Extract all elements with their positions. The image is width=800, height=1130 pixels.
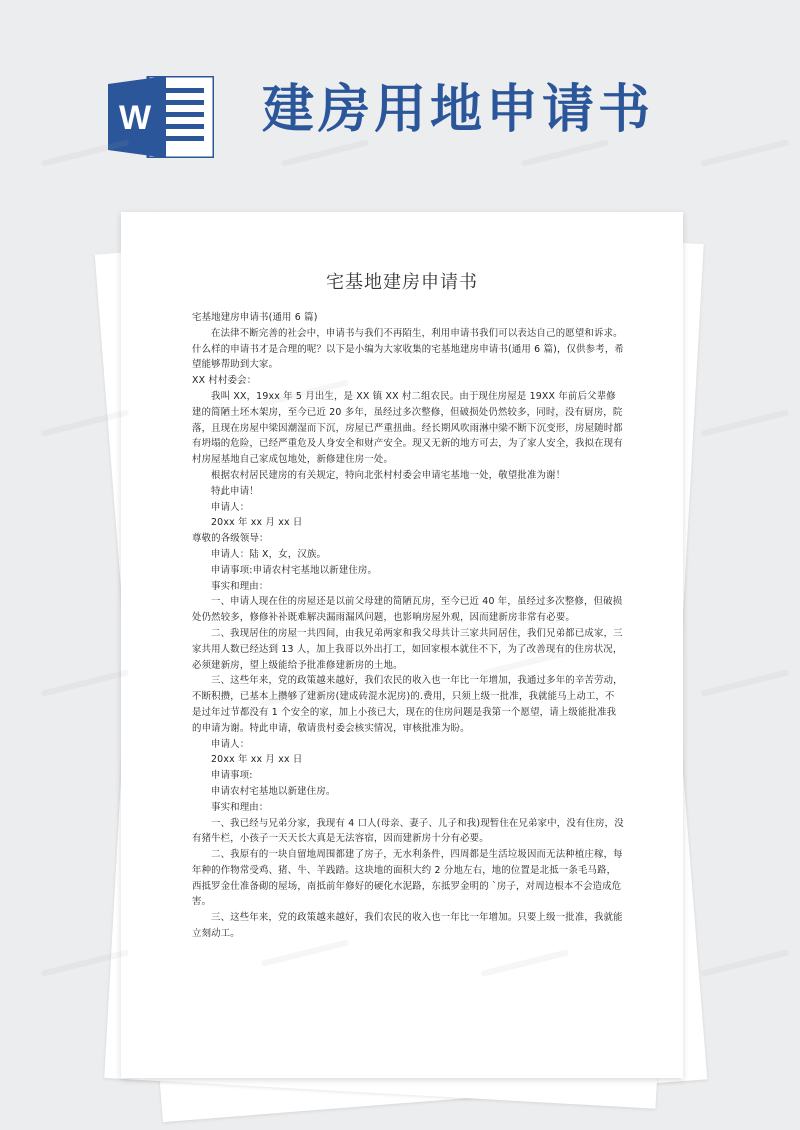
document-paragraph: 申请人：陆 X，女，汉族。 (211, 548, 327, 560)
document-body (192, 310, 624, 942)
document-paragraph: XX 村村委会： (192, 375, 257, 387)
document-paragraph: 宅基地建房申请书(通用 6 篇) (192, 312, 318, 323)
document-paragraph: 二、我现居住的房屋一共四间，由我兄弟两家和我父母共计三家共同居住，我们兄弟都已成家，三家共用人数已经达到 13 人，加上我哥以外出打工，如回家根本就住不下，为了改善现有的住房状况，必须建新房，望上级能给予批准修建新房的土地。 (192, 627, 623, 671)
watermark-mark (41, 669, 130, 697)
document-paragraph: 二、我原有的一块自留地周围都建了房子，无水利条件，四周都是生活垃圾因而无法种植庄稼，每年种的作物常受鸡、猪、牛、羊践踏。这块地的面积大约 2 分地左右，地的位置是北抵一条毛马路，西抵罗金仕准备砌的屋场，南抵前年修好的硬化水泥路，东抵罗金明的 `房子，对周边根本不会造成危害。 (192, 849, 623, 908)
document-paragraph: 申请事项: (211, 770, 253, 782)
word-icon-letter: W (118, 99, 152, 137)
document-paragraph: 三、这些年来，党的政策越来越好，我们农民的收入也一年比一年增加。只要上级一批准，我就能立刻动工。 (192, 912, 623, 940)
document-paragraph: 三、这些年来，党的政策越来越好，我们农民的收入也一年比一年增加，我通过多年的辛苦劳动，不断积攒，已基本上攒够了建新房(建成砖混水泥房)的.费用，只须上级一批准，我就能马上动工，不是过年过节都没有 1 个安全的家，加上小孩已大，现在的住房问题是我第一个愿望，请上级能批准我的申请为谢。特此申请，敬请贵村委会核实情况，审核批准为盼。 (192, 675, 623, 734)
document-paragraph: 尊敬的各级领导： (192, 533, 269, 545)
document-paragraph: 申请事项:申请农村宅基地以新建住房。 (211, 564, 378, 576)
document-paragraph: 20xx 年 xx 月 xx 日 (211, 517, 303, 529)
document-paragraph: 一、申请人现在住的房屋还是以前父母建的简陋瓦房，至今已近 40 年，虽经过多次整修，但破损处仍然较多，修修补补既难解决漏雨漏风问题，也影响房屋外观，因而建新房非常有必要。 (192, 596, 623, 624)
document-paragraph: 申请人： (211, 501, 250, 513)
document-paragraph: 事实和理由： (211, 580, 269, 592)
document-paragraph: 在法律不断完善的社会中，申请书与我们不再陌生，利用申请书我们可以表达自己的愿望和诉求。什么样的申请书才是合理的呢？以下是小编为大家收集的宅基地建房申请书(通用 6 篇)，仅供参考，希望能够帮助到大家。 (192, 327, 624, 371)
document-page (121, 212, 683, 1078)
header-title: 建房用地申请书 (262, 79, 655, 140)
document-paragraph: 我叫 XX，19xx 年 5 月出生，是 XX 镇 XX 村二组农民。由于现住房屋是 19XX 年前后父辈修建的简陋土坯木架房，至今已近 20 多年，虽经过多次整修，但破损处仍然较多，同时，没有厨房，院落，且现在房屋中梁因潮湿而下沉，房屋已严重扭曲。经长期风吹雨淋中梁不断下沉变形，房屋随时都有坍塌的危险，已经严重危及人身安全和财产安全。现又无新的地方可去，为了家人安全，我拟在现有村房屋基地自己家成包地处，新修建住房一处。 (192, 390, 623, 466)
document-paragraph: 特此申请！ (211, 485, 259, 497)
document-paragraph: 20xx 年 xx 月 xx 日 (211, 754, 303, 766)
document-title: 宅基地建房申请书 (326, 272, 478, 293)
document-paragraph: 申请人： (211, 738, 250, 750)
watermark-mark (701, 949, 790, 977)
document-paragraph: 事实和理由： (211, 801, 269, 813)
watermark-mark (701, 669, 790, 697)
document-paragraph: 申请农村宅基地以新建住房。 (211, 785, 336, 797)
word-document-icon (108, 76, 214, 158)
page-header (0, 0, 800, 190)
watermark-mark (701, 409, 790, 437)
document-paragraph: 根据农村居民建房的有关规定，特向北张村村委会申请宅基地一处，敬望批准为谢！ (211, 469, 566, 481)
document-paragraph: 一、我已经与兄弟分家，我现有 4 口人(母亲、妻子、儿子和我)现暂住在兄弟家中，没有住房，没有猪牛栏，小孩子一天天长大真是无法容宿，因而建新房十分有必要。 (192, 817, 624, 845)
